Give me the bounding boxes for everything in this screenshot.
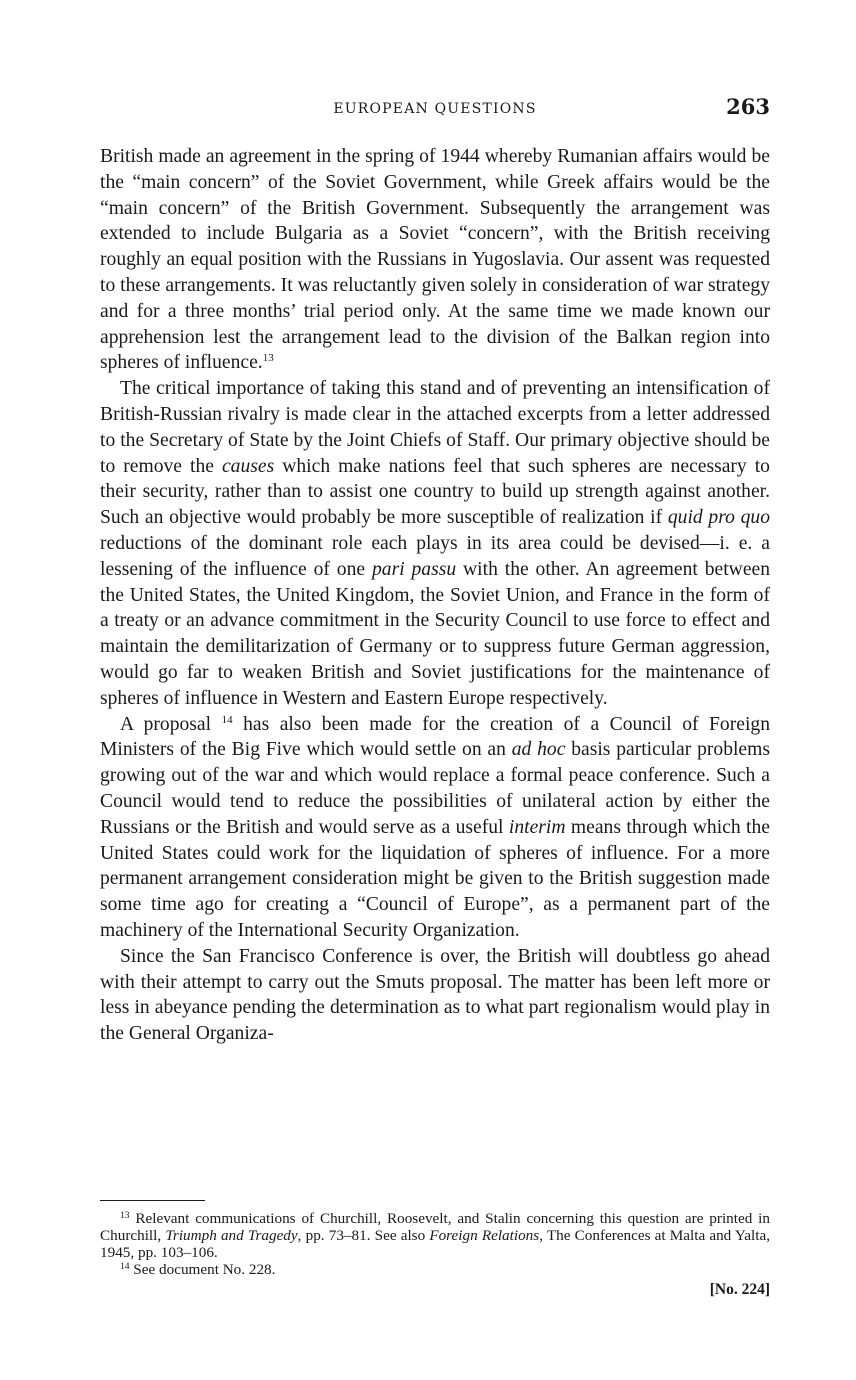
footnote-text: , The Conferences at Malta and Yalta, 1945, pp. 103–106. — [100, 1227, 771, 1261]
italic-pari-passu: pari passu — [371, 558, 457, 580]
footnote-ref-13: 13 — [262, 352, 274, 365]
italic-triumph-and-tragedy: Triumph and Tragedy — [165, 1227, 298, 1244]
footnote-ref-14: 14 — [221, 713, 233, 726]
italic-foreign-relations: Foreign Relations — [429, 1227, 540, 1244]
page-header — [100, 94, 770, 124]
italic-interim: interim — [508, 816, 566, 838]
body-text — [100, 144, 770, 1047]
running-head: EUROPEAN QUESTIONS — [333, 101, 537, 117]
paragraph-2-text: reductions of the dominant role each plays in its area could be devised—i. e. a lessening of the influence of one — [100, 532, 770, 580]
footnote-text: Relevant communications of Churchill, Roosevelt, and Stalin concerning this question are printed in Churchill, — [100, 1210, 770, 1244]
paragraph-1 — [100, 144, 770, 376]
footnote-divider — [100, 1200, 205, 1201]
footnote-13 — [100, 1210, 770, 1261]
footnotes — [100, 1210, 770, 1278]
paragraph-3-text: has also been made for the creation of a Council of Foreign Ministers of the Big Five which would settle on an — [100, 713, 770, 761]
paragraph-3-text: means through which the United States could work for the liquidation of spheres of influence. For a more permanent arrangement consideration might be given to the British suggestion made some time ago for creating a “Council of Europe”, as a permanent part of the machinery of the International Security Organization. — [100, 816, 770, 941]
footnote-number: 13 — [120, 1211, 130, 1221]
footnote-14 — [100, 1261, 770, 1278]
footnote-text: See document No. 228. — [129, 1261, 276, 1278]
paragraph-4 — [100, 944, 770, 1047]
document-number: [No. 224] — [709, 1281, 770, 1298]
paragraph-2-text: The critical importance of taking this stand and of preventing an intensification of British-Russian rivalry is made clear in the attached excerpts from a letter addressed to the Secretary of State by the Joint Chiefs of Staff. Our primary objective should be to remove the — [100, 378, 770, 477]
footnote-text: , pp. 73–81. See also — [297, 1227, 430, 1244]
italic-causes: causes — [221, 455, 275, 477]
footnote-number: 14 — [120, 1262, 130, 1272]
paragraph-2-text: which make nations feel that such spheres are necessary to their security, rather than to assist one country to build up strength against another. Such an objective would probably be more susceptible of realization if — [100, 455, 770, 529]
paragraph-3-text: basis particular problems growing out of the war and which would replace a formal peace conference. Such a Council would tend to reduce the possibilities of unilateral action by either the Russians or the British and would serve as a useful — [100, 739, 770, 838]
paragraph-2 — [100, 376, 770, 711]
italic-quid-pro-quo: quid pro quo — [667, 507, 771, 529]
italic-ad-hoc: ad hoc — [511, 739, 566, 761]
page-number: 263 — [726, 94, 770, 119]
paragraph-2-text: with the other. An agreement between the United States, the United Kingdom, the Soviet Union, and France in the form of a treaty or an advance commitment in the Security Council to use force to effect and maintain the demilitarization of Germany or to suppress future German aggression, would go far to weaken British and Soviet justifications for the maintenance of spheres of influence in Western and Eastern Europe respectively. — [100, 558, 771, 709]
paragraph-3-text: A proposal — [120, 713, 212, 735]
paragraph-4-text: Since the San Francisco Conference is over, the British will doubtless go ahead with their attempt to carry out the Smuts proposal. The matter has been left more or less in abeyance pending the determination as to what part regionalism would play in the General Organiza- — [100, 945, 770, 1045]
paragraph-3 — [100, 712, 770, 944]
paragraph-1-text: British made an agreement in the spring of 1944 whereby Rumanian affairs would be the “main concern” of the Soviet Government, while Greek affairs would be the “main concern” of the British Government. Subsequently the arrangement was extended to include Bulgaria as a Soviet “concern”, with the British receiving roughly an equal position with the Russians in Yugoslavia. Our assent was requested to these arrangements. It was reluctantly given solely in consideration of war strategy and for a three months’ trial period only. At the same time we made known our apprehension lest the arrangement lead to the division of the Balkan region into spheres of influence. — [100, 146, 770, 374]
